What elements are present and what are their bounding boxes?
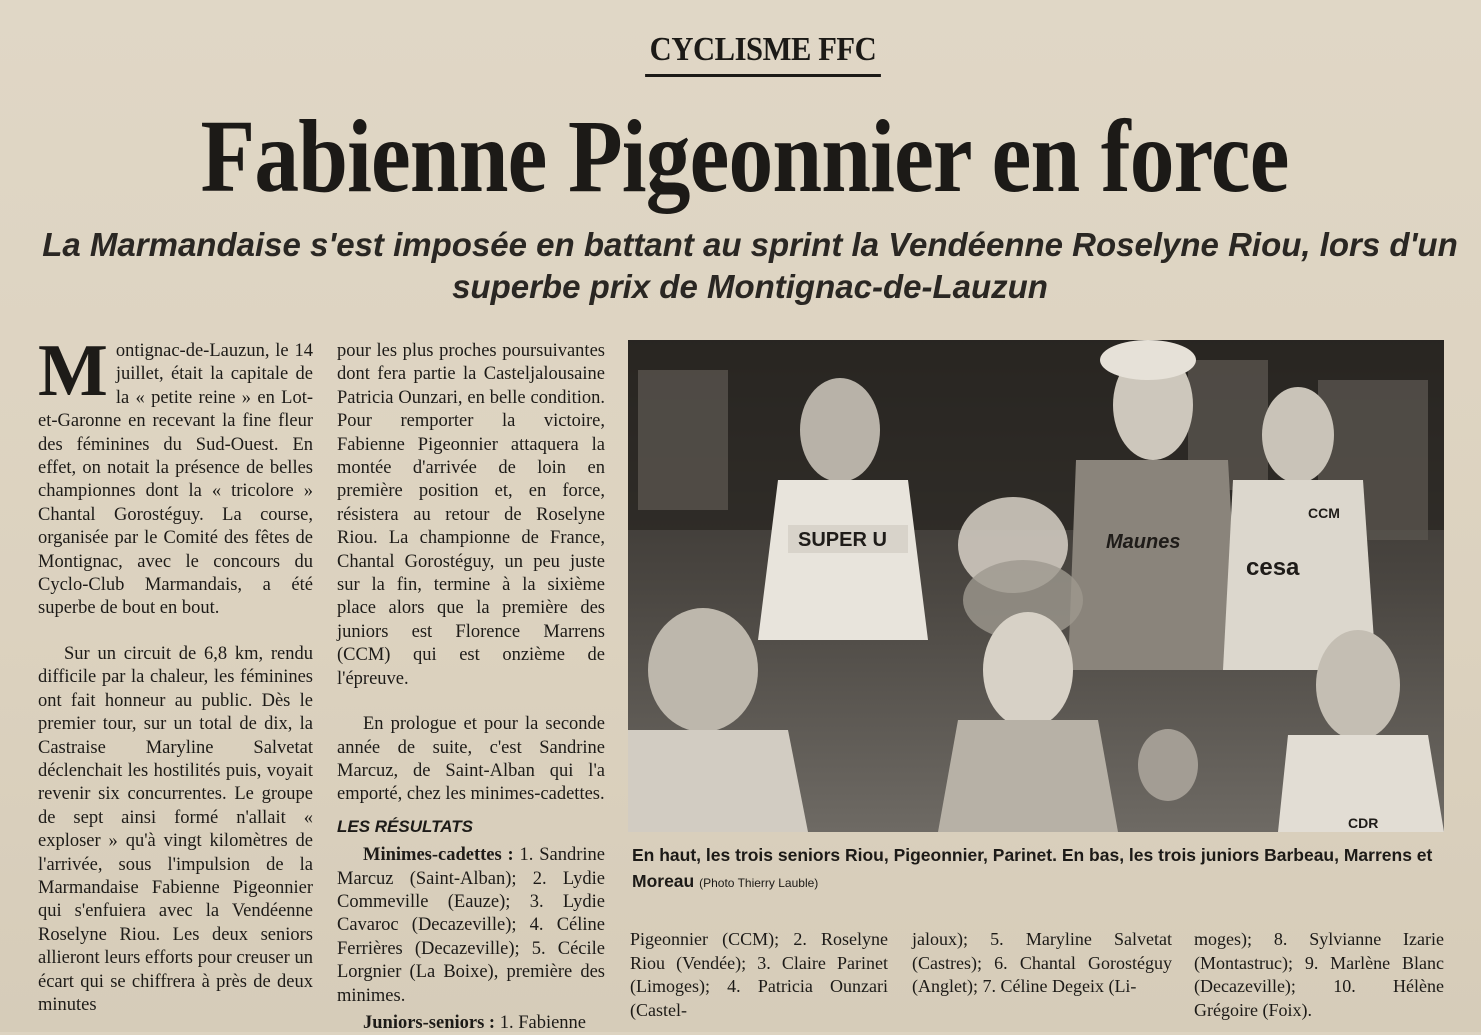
results-continuation-1: Pigeonnier (CCM); 2. Roselyne Riou (Vendée); 3. Claire Parinet (Limoges); 4. Patricia Ounzari (Castel- xyxy=(630,929,888,1020)
paragraph-4: En prologue et pour la seconde année de suite, c'est Sandrine Marcuz, de Saint-Alban qui l'a emporté, chez les minimes-cadettes. xyxy=(337,714,605,805)
paragraph-2: Sur un circuit de 6,8 km, rendu difficile par la chaleur, les féminines ont fait honneur au public. Dès le premier tour, sur un total de dix, la Castraise Maryline Salvetat déclenchait les hostilités puis, voyait revenir six concurrentes. Le groupe de sept ainsi formé n'allait « exploser » qu'à vingt kilomètres de l'arrivée, sous l'impulsion de la Marmandaise Fabienne Pigeonnier qui s'enfuiera avec la Vendéenne Roselyne Riou. Les deux seniors allieront leurs efforts pour creuser un écart qui se chiffrera à près de deux minutes xyxy=(38,643,313,1015)
results-continuation-3: moges); 8. Sylvianne Izarie (Montastruc); 9. Marlène Blanc (Decazeville); 10. Hélène Grégoire (Foix). xyxy=(1194,929,1444,1020)
article-column-2 xyxy=(337,340,605,1035)
jersey-text: CDR xyxy=(1348,815,1379,831)
article-headline: Fabienne Pigeonnier en force xyxy=(201,99,1289,214)
drop-cap: M xyxy=(38,330,108,412)
jersey-text: cesa xyxy=(1246,554,1300,581)
results-minimes: Minimes-cadettes : 1. Sandrine Marcuz (Saint-Alban); 2. Lydie Commeville (Eauze); 3. Lydie Cavaroc (Decazeville); 4. Céline Ferrières (Decazeville); 5. Cécile Lorgnier (La Boixe), première des minimes. xyxy=(337,845,605,1006)
jersey-text: Maunes xyxy=(1106,531,1181,553)
photo-credit: (Photo Thierry Lauble) xyxy=(699,876,819,890)
article-column-1 xyxy=(38,330,313,1017)
team-photo xyxy=(628,340,1444,832)
paragraph-1: Montignac-de-Lauzun, le 14 juillet, était la capitale de la « petite reine » en Lot-et-Garonne en recevant la fine fleur des féminines du Sud-Ouest. En effet, on notait la présence de belles championnes dont la « tricolore » Chantal Gorostéguy. La course, organisée par le Comité des fêtes de Montignac, avec le concours du Cyclo-Club Marmandais, a été superbe de bout en bout. xyxy=(38,330,313,619)
section-rubric: CYCLISME FFC xyxy=(645,28,881,77)
results-continuation-2: jaloux); 5. Maryline Salvetat (Castres); 6. Chantal Gorostéguy (Anglet); 7. Céline Degeix (Li- xyxy=(912,929,1172,996)
article-subhead: La Marmandaise s'est imposée en battant au sprint la Vendéenne Roselyne Riou, lors d'un superbe prix de Montignac-de-Lauzun xyxy=(42,226,1458,305)
photo-caption: En haut, les trois seniors Riou, Pigeonnier, Parinet. En bas, les trois juniors Barbeau, Marrens et Moreau (Photo Thierry Lauble) xyxy=(632,845,1433,891)
results-heading: LES RÉSULTATS xyxy=(337,816,473,836)
results-juniors: Juniors-seniors : 1. Fabienne xyxy=(363,1012,587,1033)
jersey-text: SUPER U xyxy=(798,529,887,551)
paragraph-3: pour les plus proches poursuivantes dont fera partie la Casteljalousaine Patricia Ounzari, en belle condition. Pour remporter la victoire, Fabienne Pigeonnier attaquera la montée d'arrivée de loin en première position et, en force, résistera au retour de Roselyne Riou. La championne de France, Chantal Gorostéguy, un peu juste sur la fin, termine à la sixième place alors que la première des juniors est Florence Marrens (CCM) qui est onzième de l'épreuve. xyxy=(337,341,605,689)
jersey-text: CCM xyxy=(1308,505,1340,521)
